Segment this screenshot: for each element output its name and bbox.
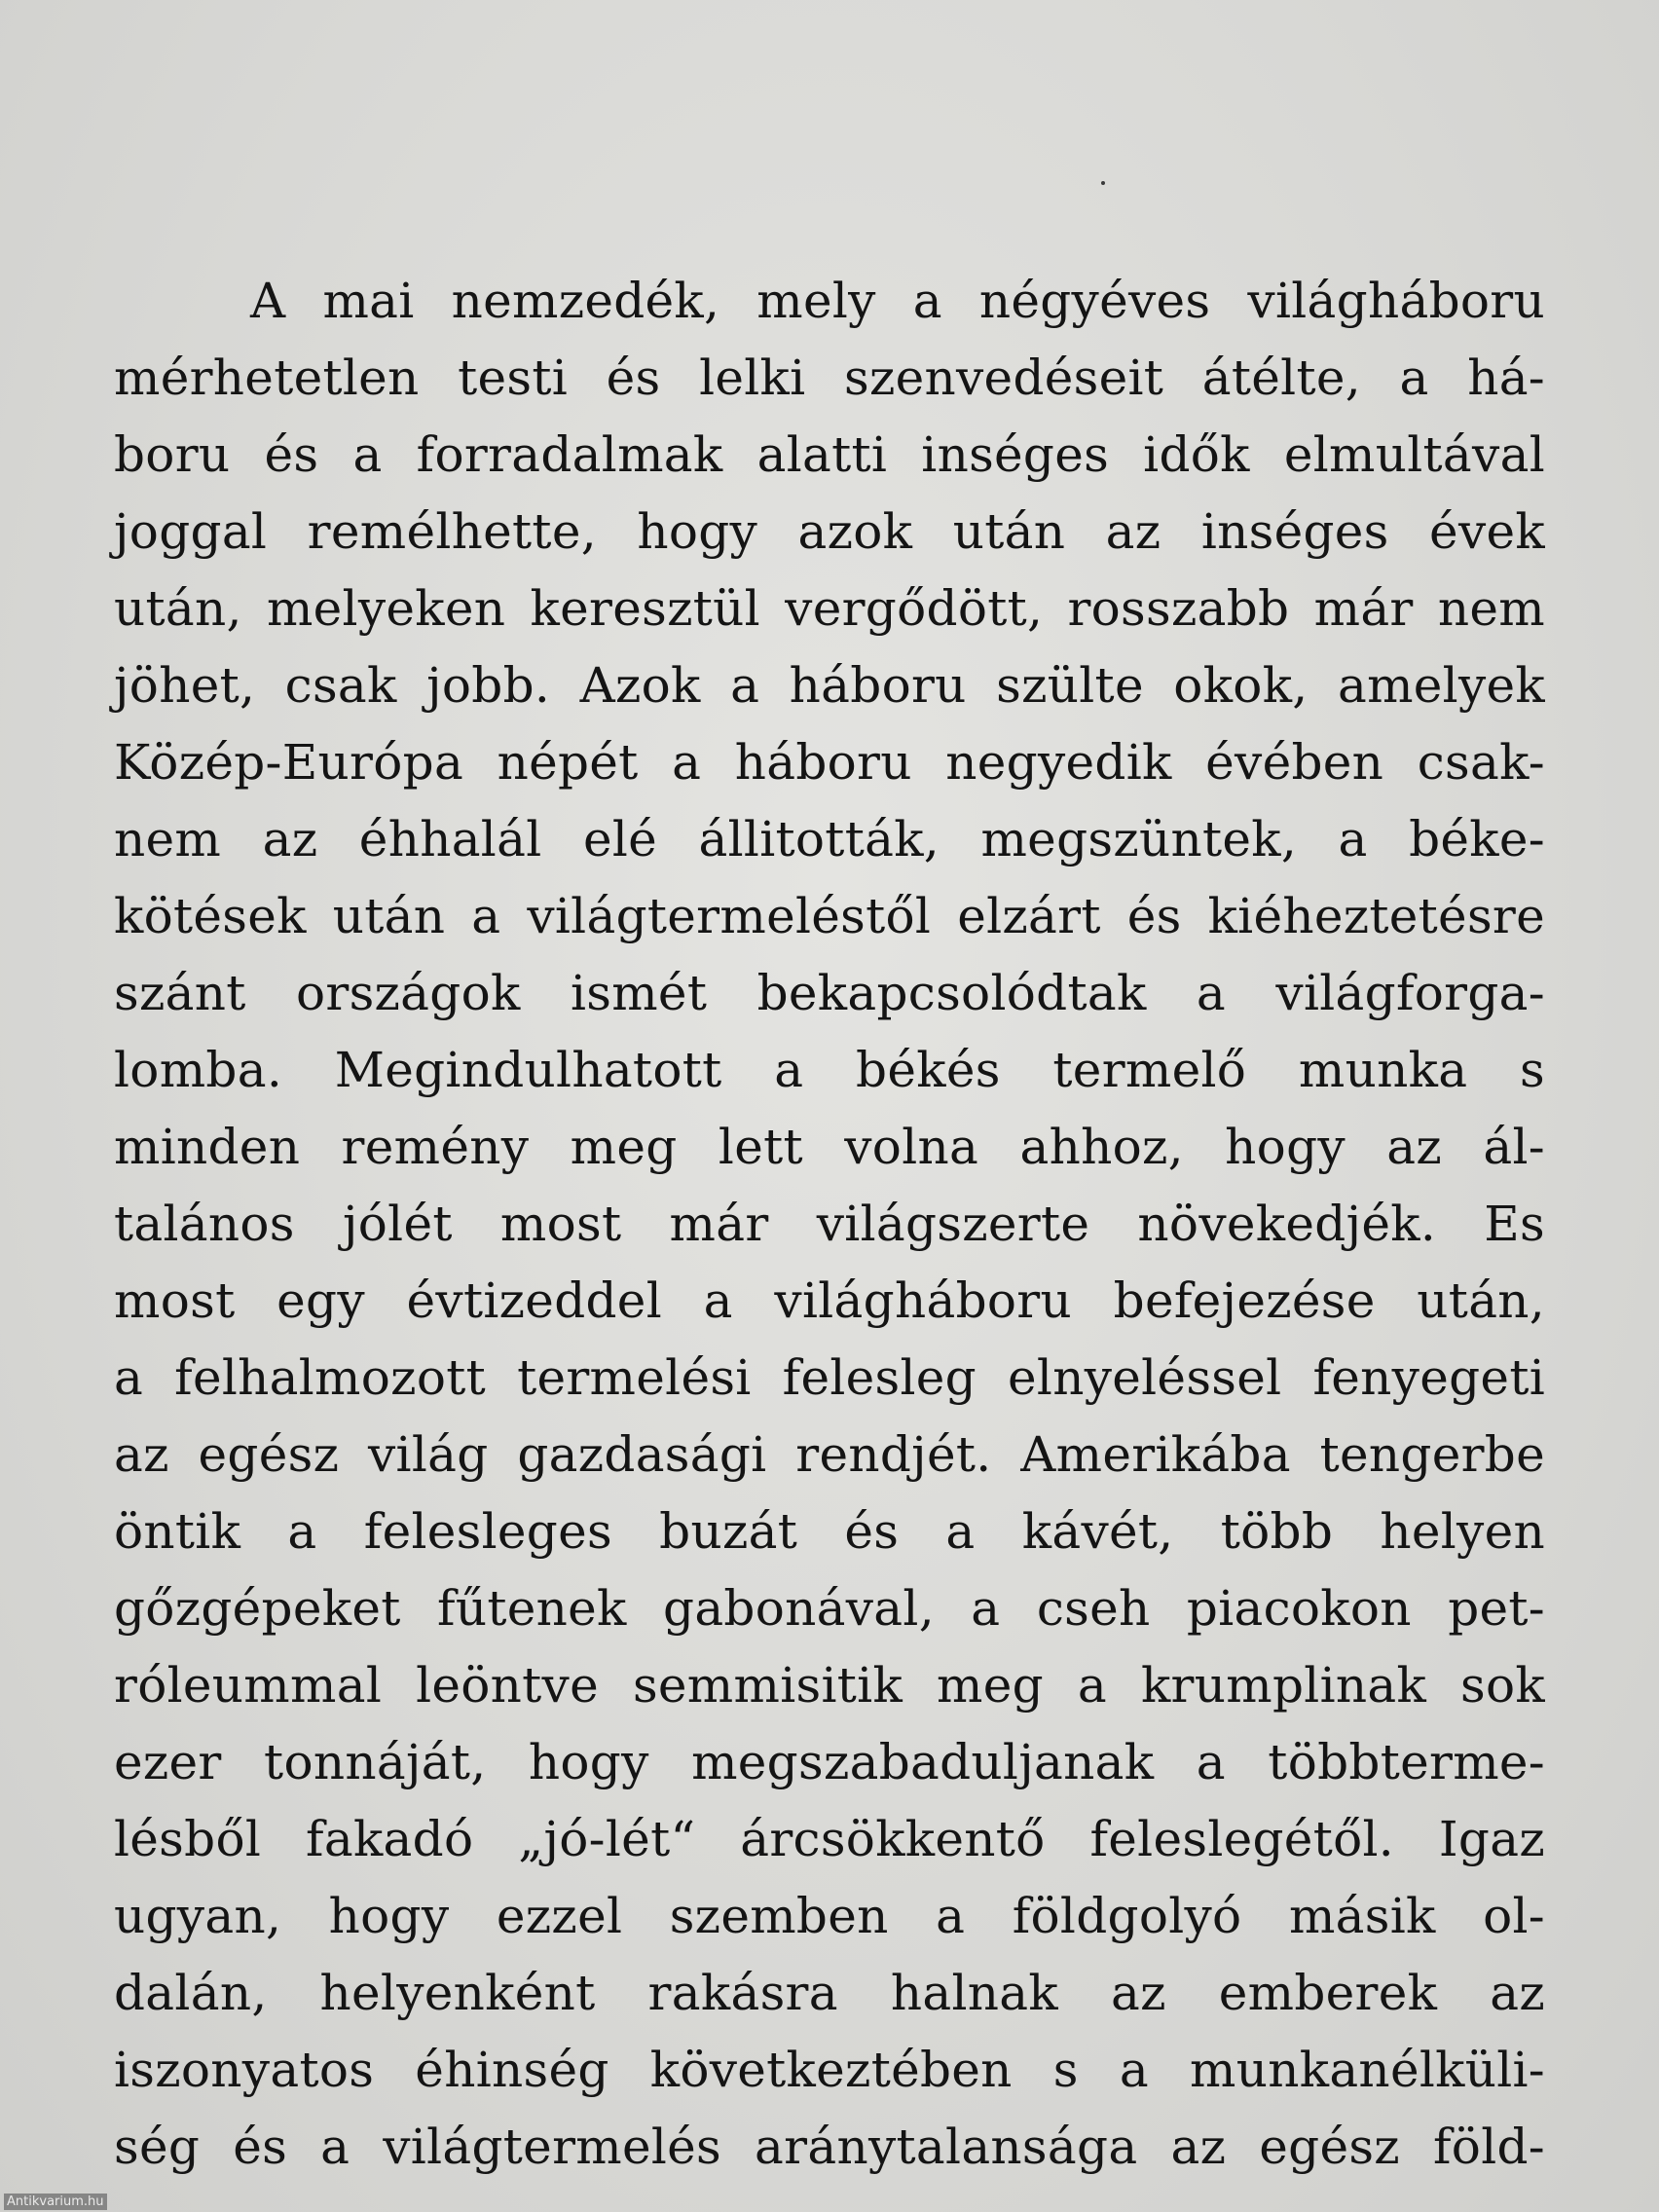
text-line: jöhet, csak jobb. Azok a háboru szülte okok, amelyek xyxy=(114,657,1545,714)
text-line: szánt országok ismét bekapcsolódtak a világforga- xyxy=(114,965,1545,1021)
text-line: a felhalmozott termelési felesleg elnyeléssel fenyegeti xyxy=(114,1349,1545,1406)
text-line: minden remény meg lett volna ahhoz, hogy az ál- xyxy=(114,1119,1545,1175)
text-line: lomba. Megindulhatott a békés termelő munka s xyxy=(114,1042,1545,1098)
text-line: dalán, helyenként rakásra halnak az emberek az xyxy=(114,1965,1545,2021)
text-line: most egy évtizeddel a világháboru befejezése után, xyxy=(114,1272,1545,1329)
text-line: iszonyatos éhinség következtében s a munkanélküli- xyxy=(114,2042,1545,2098)
text-line: boru és a forradalmak alatti inséges idők elmultával xyxy=(114,426,1545,483)
watermark: Antikvarium.hu xyxy=(4,2194,107,2210)
text-line: talános jólét most már világszerte növekedjék. Es xyxy=(114,1196,1545,1252)
text-line: róleummal leöntve semmisitik meg a krumplinak sok xyxy=(114,1657,1545,1714)
text-line: gőzgépeket fűtenek gabonával, a cseh piacokon pet- xyxy=(114,1580,1545,1637)
text-line: öntik a felesleges buzát és a kávét, több helyen xyxy=(114,1503,1545,1560)
text-line: után, melyeken keresztül vergődött, rosszabb már nem xyxy=(114,580,1545,637)
text-line: lésből fakadó „jó-lét“ árcsökkentő feleslegétől. Igaz xyxy=(114,1811,1545,1867)
text-line: Közép-Európa népét a háboru negyedik évében csak- xyxy=(114,734,1545,791)
text-line: ezer tonnáját, hogy megszabaduljanak a többterme- xyxy=(114,1734,1545,1790)
text-line: nem az éhhalál elé állitották, megszüntek, a béke- xyxy=(114,811,1545,867)
text-line: A mai nemzedék, mely a négyéves világháboru xyxy=(250,273,1545,329)
text-line: ség és a világtermelés aránytalansága az egész föld- xyxy=(114,2119,1545,2175)
text-line: ugyan, hogy ezzel szemben a földgolyó másik ol- xyxy=(114,1888,1545,1944)
text-line: joggal remélhette, hogy azok után az inséges évek xyxy=(114,503,1545,560)
text-line: kötések után a világtermeléstől elzárt és kiéheztetésre xyxy=(114,888,1545,944)
text-line: mérhetetlen testi és lelki szenvedéseit átélte, a há- xyxy=(114,350,1545,406)
body-text xyxy=(114,263,1545,2186)
text-line: az egész világ gazdasági rendjét. Amerikába tengerbe xyxy=(114,1426,1545,1483)
paper-speck xyxy=(1101,181,1105,185)
